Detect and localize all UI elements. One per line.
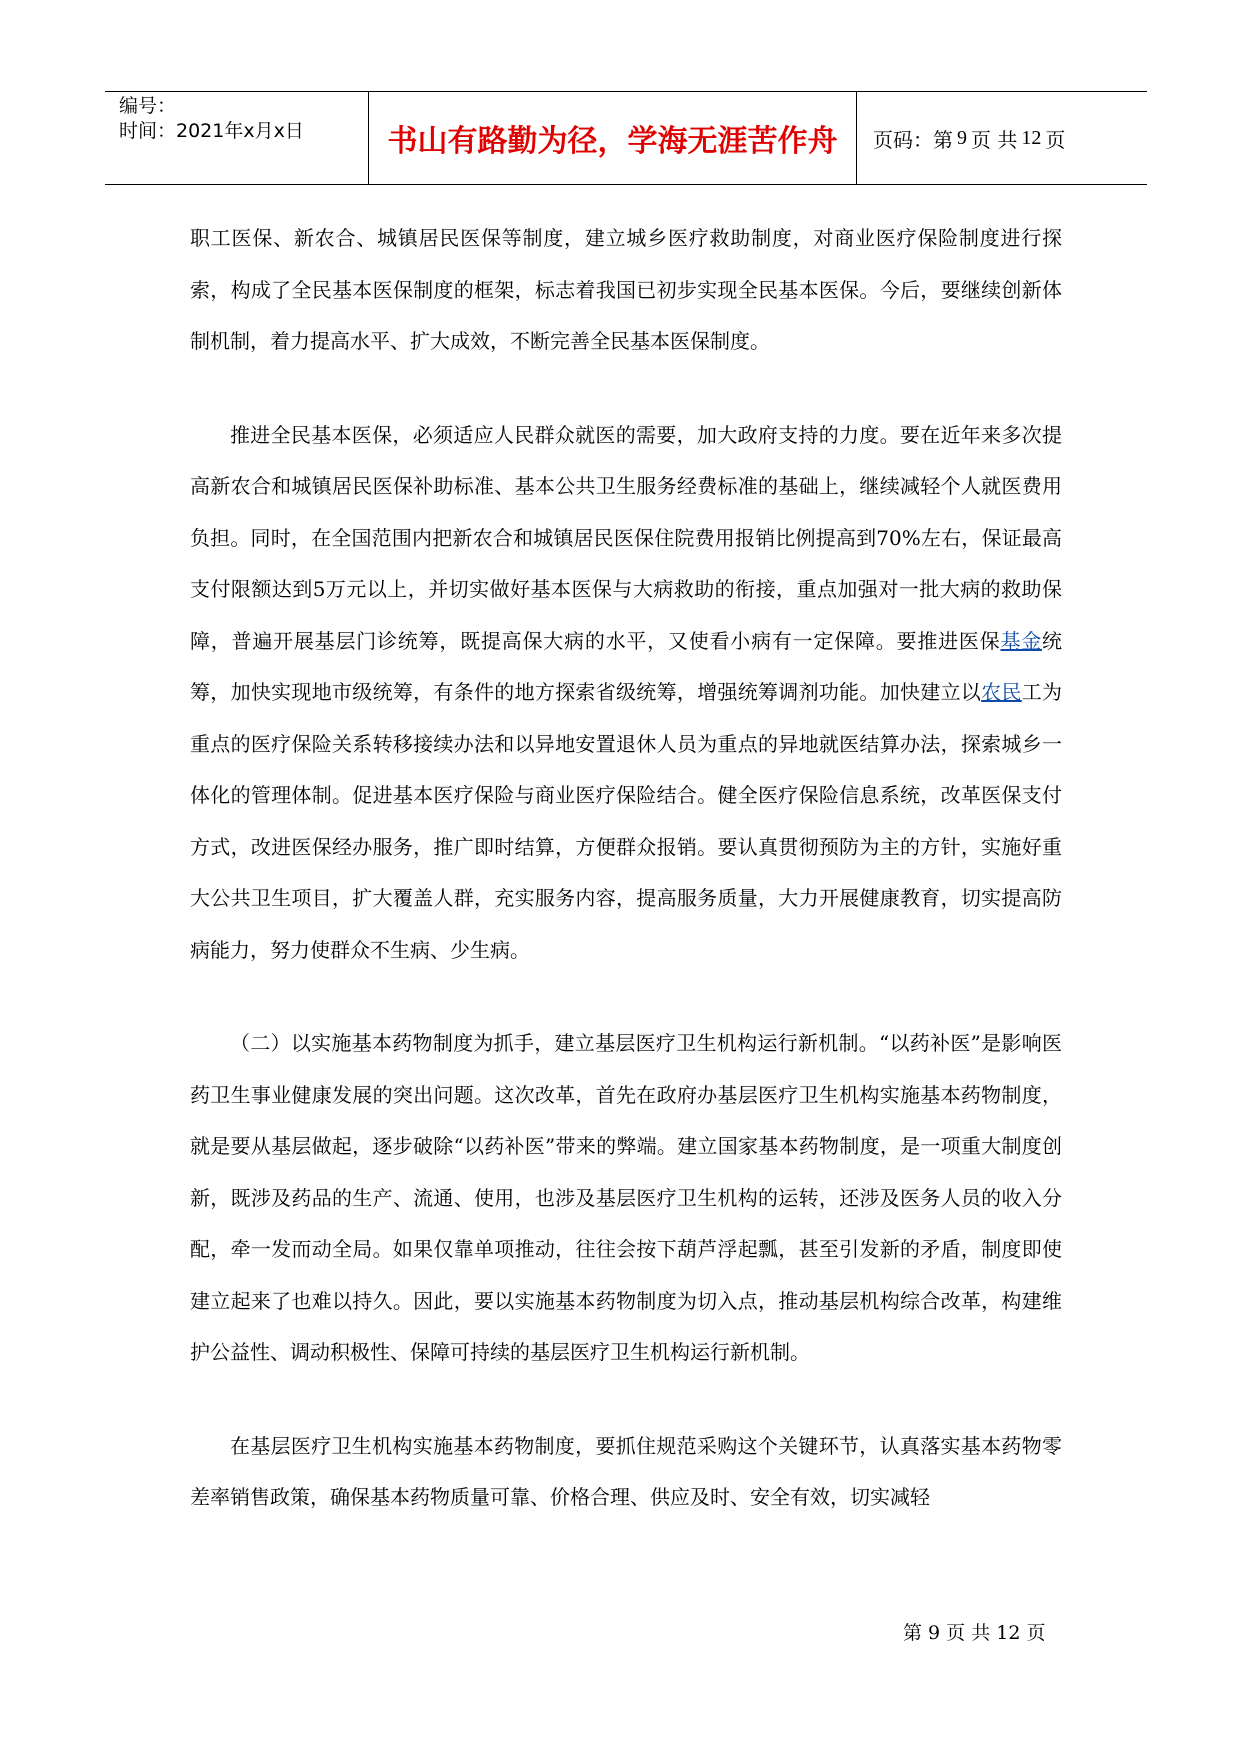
serial-label: 编号： [119,95,177,117]
document-header [105,91,1147,185]
time-label: 时间：2021年x月x日 [119,120,304,142]
paragraph-1: 职工医保、新农合、城镇居民医保等制度，建立城乡医疗救助制度，对商业医疗保险制度进行探索，构成了全民基本医保制度的框架，标志着我国已初步实现全民基本医保。今后，要继续创新体制机制，着力提高水平、扩大成效，不断完善全民基本医保制度。 [190,226,1062,353]
page-prefix: 页码：第 [873,127,953,152]
link-farmers[interactable]: 农民 [981,680,1022,704]
header-motto-cell [369,92,857,184]
link-fund[interactable]: 基金 [1000,628,1043,653]
paragraph-2-part-b: 统筹，加快实现地市级统筹，有条件的地方探索省级统筹，增强统筹调剂功能。加快建立以 [190,628,1063,704]
header-page-cell [857,92,1147,184]
paragraph-2 [190,410,1062,977]
header-info-cell [105,92,369,184]
page-footer: 第 9 页 共 12 页 [903,1622,1046,1644]
document-body [190,213,1062,1524]
page-current: 9 [957,126,967,149]
motto-text: 书山有路勤为径，学海无涯苦作舟 [387,124,838,159]
page-mid: 页 共 [971,127,1018,152]
page-total: 12 [1021,126,1042,149]
paragraph-4: 在基层医疗卫生机构实施基本药物制度，要抓住规范采购这个关键环节，认真落实基本药物零差率销售政策，确保基本药物质量可靠、价格合理、供应及时、安全有效，切实减轻 [190,1433,1062,1509]
paragraph-2-part-c: 工为重点的医疗保险关系转移接续办法和以异地安置退休人员为重点的异地就医结算办法，探索城乡一体化的管理体制。促进基本医疗保险与商业医疗保险结合。健全医疗保险信息系统，改革医保支付方式，改进医保经办服务，推广即时结算，方便群众报销。要认真贯彻预防为主的方针，实施好重大公共卫生项目，扩大覆盖人群，充实服务内容，提高服务质量，大力开展健康教育，切实提高防病能力，努力使群众不生病、少生病。 [190,680,1063,962]
paragraph-3: （二）以实施基本药物制度为抓手，建立基层医疗卫生机构运行新机制。“以药补医”是影响医药卫生事业健康发展的突出问题。这次改革，首先在政府办基层医疗卫生机构实施基本药物制度，就是要从基层做起，逐步破除“以药补医”带来的弊端。建立国家基本药物制度，是一项重大制度创新，既涉及药品的生产、流通、使用，也涉及基层医疗卫生机构的运转，还涉及医务人员的收入分配，牵一发而动全局。如果仅靠单项推动，往往会按下葫芦浮起瓢，甚至引发新的矛盾，制度即使建立起来了也难以持久。因此，要以实施基本药物制度为切入点，推动基层机构综合改革，构建维护公益性、调动积极性、保障可持续的基层医疗卫生机构运行新机制。 [190,1031,1062,1364]
paragraph-2-part-a: 推进全民基本医保，必须适应人民群众就医的需要，加大政府支持的力度。要在近年来多次提高新农合和城镇居民医保补助标准、基本公共卫生服务经费标准的基础上，继续减轻个人就医费用负担。同时，在全国范围内把新农合和城镇居民医保住院费用报销比例提高到70%左右，保证最高支付限额达到5万元以上，并切实做好基本医保与大病救助的衔接，重点加强对一批大病的救助保障，普遍开展基层门诊统筹，既提高保大病的水平，又使看小病有一定保障。要推进医保 [190,422,1062,653]
page-suffix: 页 [1045,127,1066,152]
